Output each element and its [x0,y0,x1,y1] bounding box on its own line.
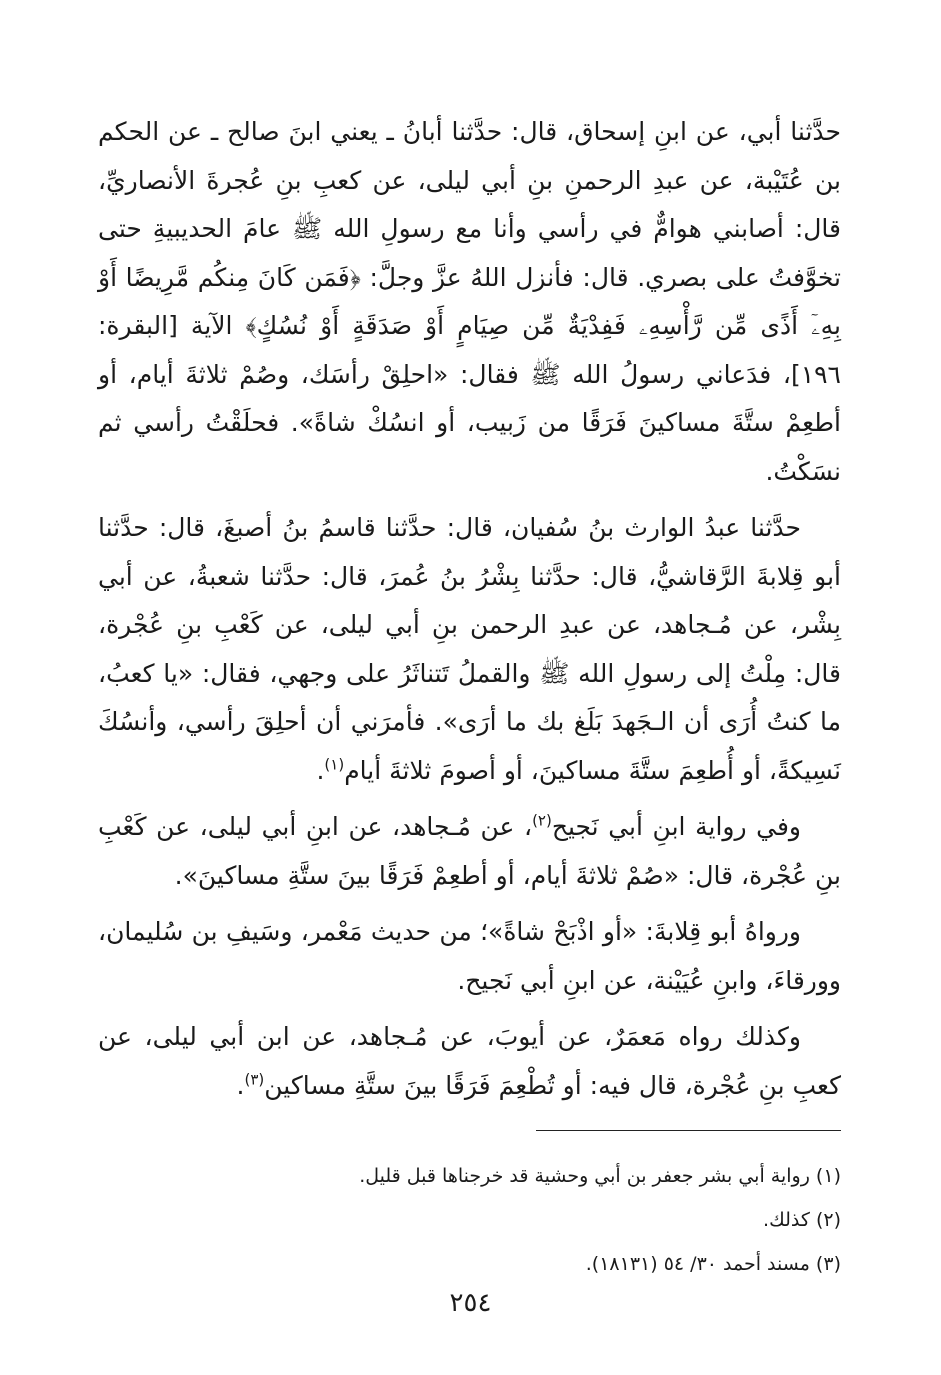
footnote-3: (٣) مسند أحمد ٣٠/ ٥٤ (١٨١٣١). [585,1253,841,1275]
footnote-ref-3[interactable]: (٣) [244,1070,265,1089]
paragraph-3 [98,803,841,900]
paragraph-4-text: ورواهُ أبو قِلابةَ: «أو اذْبَحْ شاةً»؛ من حديث مَعْمر، وسَيفِ بن سُليمان، وورقاءَ، وابنِ عُيَيْنة، عن ابنِ أبي نَجيح. [98,917,841,995]
footnote-ref-1[interactable]: (١) [324,755,345,774]
paragraph-5 [98,1013,841,1110]
paragraph-3-text: وفي رواية ابنِ أبي نَجيح [551,812,801,841]
paragraph-3-text-end: ، عن مُـجاهد، عن ابنِ أبي ليلى، عن كَعْبِ بنِ عُجْرة، قال: «صُمْ ثلاثةَ أيام، أو أطعِمْ فَرَقًا بينَ ستَّةِ مساكينَ». [98,812,841,890]
page-body [98,108,841,1358]
paragraph-1-text: حدَّثنا أبي، عن ابنِ إسحاق، قال: حدَّثنا أبانُ ـ يعني ابنَ صالح ـ عن الحكم بن عُتَيْبة، عن عبدِ الرحمنِ بنِ أبي ليلى، عن كعبِ بنِ عُجرةَ الأنصاريِّ، قال: أصابني هوامٌّ في رأسي وأنا مع رسولِ الله ﷺ عامَ الحديبيةِ حتى تخوَّفتُ على بصري. قال: فأنزل اللهُ عزَّ وجلَّ: [98,117,841,292]
footnote-ref-2[interactable]: (٢) [532,811,552,830]
quran-verse: ﴿فَمَن كَانَ مِنكُم مَّرِيضًا أَوْ بِهِۦٓ أَذًى مِّن رَّأْسِهِۦ فَفِدْيَةٌ مِّن صِيَامٍ أَوْ صَدَقَةٍ أَوْ نُسُكٍ﴾ [98,262,841,340]
paragraph-2-text: حدَّثنا عبدُ الوارث بنُ سُفيان، قال: حدَّثنا قاسمُ بنُ أصبغَ، قال: حدَّثنا أبو قِلابةَ الرَّقاشيُّ، قال: حدَّثنا بِشْرُ بنُ عُمرَ، قال: حدَّثنا شعبةُ، عن أبي بِشْر، عن مُـجاهد، عن عبدِ الرحمن بنِ أبي ليلى، عن كَعْبِ بنِ عُجْرة، قال: مِلْتُ إلى رسولِ الله ﷺ والقملُ تَتناثَرُ على وجهي، فقال: «يا كعبُ، ما كنتُ أُرَى أن الـجَهدَ بَلَغ بك ما أرَى». فأمرَني أن أحلِقَ رأسي، وأنسُكَ نَسِيكةً، أو أُطعِمَ ستَّةَ مساكينَ، أو أصومَ ثلاثةَ أيام [98,513,841,785]
footnote-divider [536,1130,841,1131]
paragraph-1-text-end: الآية [البقرة: ١٩٦]، فدَعاني رسولُ الله ﷺ فقال: «احلِقْ رأسَك، وصُمْ ثلاثةَ أيام، أو أطعِمْ ستَّةَ مساكينَ فَرَقًا من زَبيب، أو انسُكْ شاةً». فحلَقْتُ رأسي ثم نسَكْتُ. [98,311,841,486]
paragraph-2 [98,504,841,795]
page-number: ٢٥٤ [449,1288,492,1318]
paragraph-5-text: وكذلك رواه مَعمَرٌ، عن أيوبَ، عن مُـجاهد، عن ابن أبي ليلى، عن كعبِ بنِ عُجْرة، قال فيه: أو تُطْعِمَ فَرَقًا بينَ ستَّةِ مساكين [98,1022,841,1100]
paragraph-4 [98,908,841,1005]
paragraph-5-text-end: . [236,1070,245,1100]
paragraph-2-text-end: . [316,755,325,785]
footnotes [98,1154,841,1286]
footnote-1: (١) رواية أبي بشر جعفر بن أبي وحشية قد خرجناها قبل قليل. [359,1165,841,1187]
footnote-2: (٢) كذلك. [763,1209,841,1231]
paragraph-1 [98,108,841,496]
